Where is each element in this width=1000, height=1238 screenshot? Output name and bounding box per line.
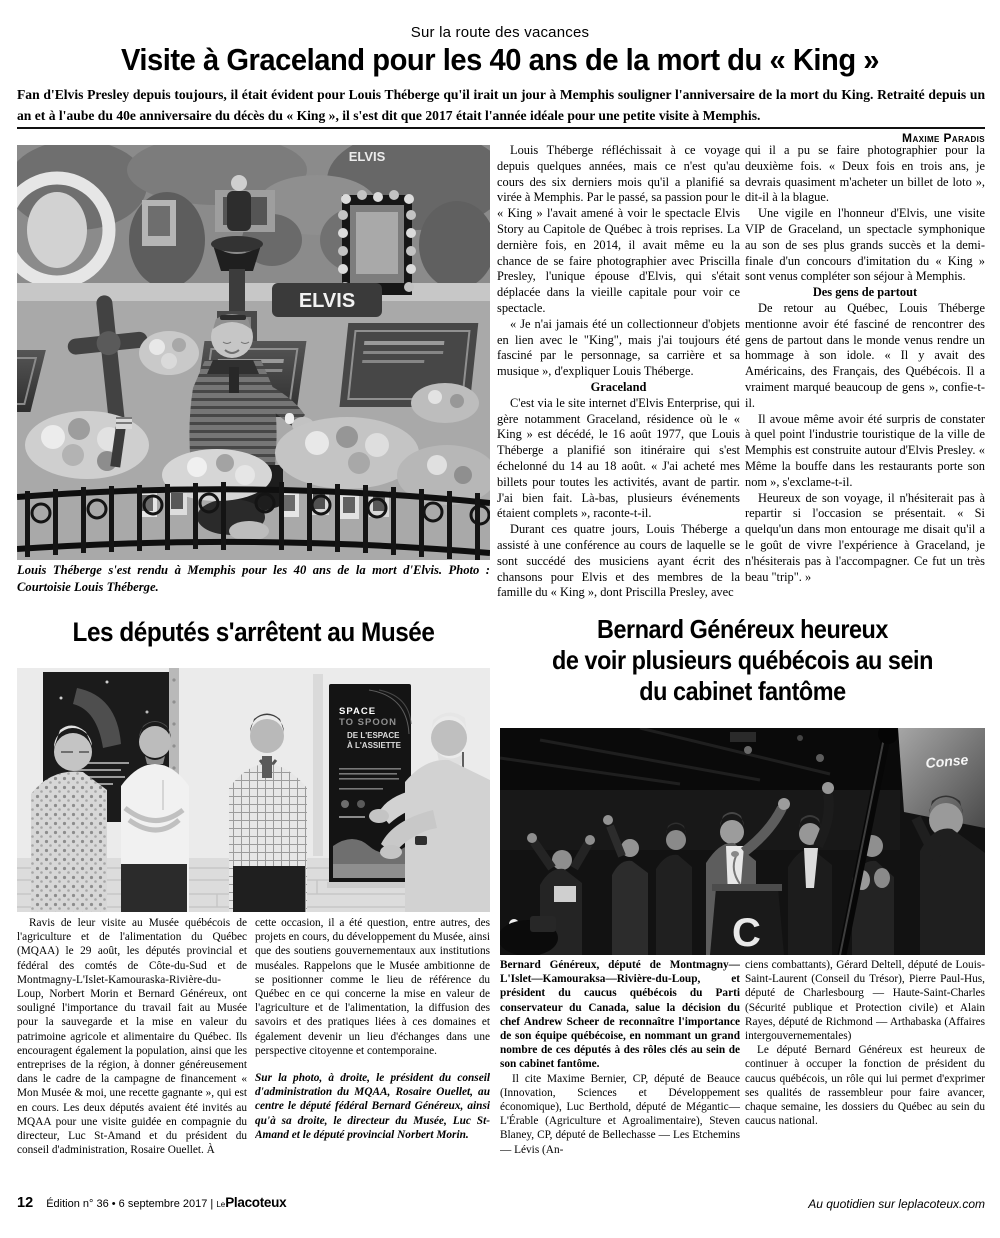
subhead-graceland: Graceland [590, 379, 647, 394]
musee-photo-caption: Sur la photo, à droite, le président du conseil d'administration du MQAA, Rosaire Ouellet, au centre le député fédéral Bernard Généreux, ainsi qu'à sa droite, le directeur du Musée, Luc St-Amand et le député provincial Norbert Morin. [255, 1072, 490, 1141]
paragraph: Heureux de son voyage, il n'hésiterait pas à repartir si l'occasion se présentait. « Si quelqu'un dans mon entourage me disait qu'il a le goût de vivre l'expérience à Graceland, je n'hésiterais pas à l'accompagner. Ce fut un très beau "trip". » [745, 490, 985, 584]
graceland-photo-illustration [17, 145, 490, 560]
graceland-photo [17, 145, 490, 560]
musee-headline: Les députés s'arrêtent au Musée [72, 617, 435, 647]
paragraph: C'est via le site internet d'Elvis Enterprise, qui gère notamment Graceland, résidence où le « King » est décédé, le 16 août 1977, que Louis Théberge a planifié son itinéraire qui s'est échelonné du 14 au 18 août. « J'ai acheté mes billets pour toutes les activités, avant de partir. J'ai bien fait. Là-bas, plusieurs événements étaient complets », raconte-t-il. [497, 395, 740, 521]
cabinet-headline [524, 614, 961, 707]
cabinet-headline-line3: du cabinet fantôme [639, 676, 846, 706]
banner-text-4: À L'ASSIETTE [347, 741, 401, 750]
cabinet-photo [500, 728, 985, 955]
framed-portrait [338, 190, 416, 295]
graceland-column-1 [497, 143, 740, 605]
musee-photo [17, 668, 490, 912]
rollup-banner [327, 684, 413, 888]
cabinet-lead-paragraph: Bernard Généreux, député de Montmagny—L'Islet—Kamouraksa—Rivière-du-Loup, et président du caucus québécois du Parti conservateur du Canada, salue la décision du chef Andrew Scheer de reconnaître l'importance de son équipe québécoise, en nommant un grand nombre de ces députés à des rôles clés au sein de son cabinet fantôme. [500, 959, 740, 1071]
graceland-photo-caption: Louis Théberge s'est rendu à Memphis pour les 40 ans de la mort d'Elvis. Photo : Courtoisie Louis Théberge. [17, 563, 490, 594]
paragraph: De retour au Québec, Louis Théberge mentionne avoir été fasciné de rencontrer des gens de partout dans le monde venus rendre un hommage à son idole. « Il y avait des Américains, des Français, des Québécois. Il a vraiment marqué beaucoup de gens », confie-t-il. [745, 300, 985, 410]
cabinet-photo-illustration [500, 728, 985, 955]
paragraph: Le député Bernard Généreux est heureux de continuer à occuper la fonction de président du caucus québécois, un rôle qui lui permet d'exprimer ses qualités de rassembleur pour faire avancer, chaque semaine, les dossiers du Québec au sein du caucus national. [745, 1044, 985, 1128]
paragraph: cette occasion, il a été question, entre autres, des projets en cours, du développement du Musée, ainsi que des soutiens gouvernementaux aux institutions muséales. Rappelons que le Musée ambitionne de se positionner comme le lieu de référence du Québec en ce qui concerne la mise en valeur de l'agriculture et de l'alimentation, la diffusion des savoirs et des pratiques liées à ces domaines et également devenir un lieu d'échanges dans une perspective citoyenne et contemporaine. [255, 917, 490, 1057]
elvis-floral-sign [272, 283, 382, 317]
brand-placoteux: Placoteux [225, 1195, 287, 1210]
header-rule [17, 127, 985, 129]
byline: Maxime Paradis [902, 131, 985, 145]
paragraph: Il cite Maxime Bernier, CP, député de Beauce (Innovation, Sciences et Développement économique), Luc Berthold, député de Mégantic—L'Érable (Agriculture et Agroalimentaire), Steven Blaney, CP, député de Bellechasse — Les Etchemins — Lévis (An- [500, 1072, 740, 1156]
musee-photo-illustration [17, 668, 490, 912]
footer-left [17, 1195, 286, 1211]
page-number: 12 [17, 1195, 34, 1211]
graceland-column-2 [745, 143, 985, 605]
cabinet-column-1 [500, 958, 740, 1190]
banner-text-1: SPACE [339, 706, 377, 717]
elvis-flower-text: ELVIS [298, 290, 356, 312]
lede-paragraph: Fan d'Elvis Presley depuis toujours, il était évident pour Louis Théberge qu'il irait un jour à Memphis souligner l'anniversaire de la mort du King. Retraité depuis un an et à l'aube du 40e anniversaire du décès du « King », il s'est dit que 2017 était l'année idéale pour une petite visite à Memphis. [17, 87, 985, 123]
kicker: Sur la route des vacances [410, 24, 590, 41]
paragraph: ciens combattants), Gérard Deltell, député de Louis-Saint-Laurent (Conseil du Trésor), Pierre Paul-Hus, député de Charlesbourg — Haute-Saint-Charles (Sécurité publique et Protection civile) et Alain Rayes, député de Richmond — Arthabaska (Affaires intergouvernementales) [745, 959, 985, 1043]
subhead-gens-de-partout: Des gens de partout [812, 285, 918, 300]
banner-text-3: DE L'ESPACE [347, 731, 400, 740]
paragraph: Une vigile en l'honneur d'Elvis, une visite VIP de Graceland, un spectacle symphonique au son de ses plus grands succès et la demi-finale d'un concours d'imitation du « King » sont venus compléter son séjour à Memphis. [745, 206, 985, 284]
elvis-sign-text: ELVIS [348, 149, 386, 164]
edition-info: Édition n° 36 • 6 septembre 2017 | [46, 1198, 214, 1210]
paragraph: Ravis de leur visite au Musée québécois de l'agriculture et de l'alimentation du Québec (MQAA) le 29 août, les députés provincial et fédéral des comtés de Côte-du-Sud et de Montmagny-L'Islet-Kamouraska-Rivière-du-Loup, Norbert Morin et Bernard Généreux, ont souligné l'importance du travail fait au Musée pour la sauvegarde et la mise en valeur du patrimoine agricole et alimentaire du Québec. Ils encouragent également la population, ainsi que les entreprises de la région, à donner généreusement dans le cadre de la campagne de financement « Mon Musée & moi, une recette gagnante », qui est en cours. Les deux députés avaient été invités au MQAA pour une visite guidée en compagnie du directeur, Luc St-Amand et du président du conseil d'administration, Rosaire Ouellet. À [17, 917, 247, 1157]
musee-column-1 [17, 916, 247, 1188]
cabinet-column-2 [745, 958, 985, 1190]
main-headline: Visite à Graceland pour les 40 ans de la mort du « King » [120, 42, 880, 77]
banner-text-2: TO SPOON [339, 717, 397, 728]
paragraph: Louis Théberge réfléchissait à ce voyage depuis quelques années, mais ce n'est qu'au cours des six derniers mois qu'il a planifié sa virée à Memphis. Par le passé, sa passion pour le « King » l'avait amené à voir le spectacle Elvis Story au Capitole de Québec à trois reprises. La dernière fois, en 2014, il avait même eu la chance de se faire photographier avec Priscilla Presley, l'unique épouse d'Elvis, qui s'était déplacée dans la vieille capitale pour voir ce spectacle. [497, 143, 740, 315]
screen-text: Conse [924, 751, 969, 771]
podium-letter: C [732, 911, 761, 955]
fountain [17, 283, 490, 301]
paragraph: Il avoue même avoir été surpris de constater à quel point l'industrie touristique de la ville de Memphis est construite autour d'Elvis Presley. « Même la bouffe dans les restaurants porte son nom », s'exclame-t-il. [745, 411, 985, 489]
window-frame [313, 674, 323, 856]
paragraph: qui il a pu se faire photographier pour la deuxième fois. « Deux fois en trois ans, je devrais quasiment m'acheter un billet de loto », dit-il à la blague. [745, 143, 985, 205]
backdrop [500, 790, 900, 850]
paragraph: Durant ces quatre jours, Louis Théberge a assisté à une conférence au cours de laquelle se sont succédé des musiciens ayant écrit des chansons pour Elvis et des membres de la famille du « King », dont Priscilla Presley, avec [497, 522, 740, 600]
footer-tagline: Au quotidien sur leplacoteux.com [808, 1197, 985, 1211]
paragraph: « Je n'ai jamais été un collectionneur d'objets en lien avec le "King", mais j'ai toujours été fasciné par le personnage, sa carrière et sa musique », d'expliquer Louis Théberge. [497, 316, 740, 379]
cabinet-headline-line2: de voir plusieurs québécois au sein [552, 645, 933, 675]
brand-le: Le [216, 1200, 226, 1209]
cabinet-headline-line1: Bernard Généreux heureux [597, 614, 888, 644]
musee-column-2 [255, 916, 490, 1188]
